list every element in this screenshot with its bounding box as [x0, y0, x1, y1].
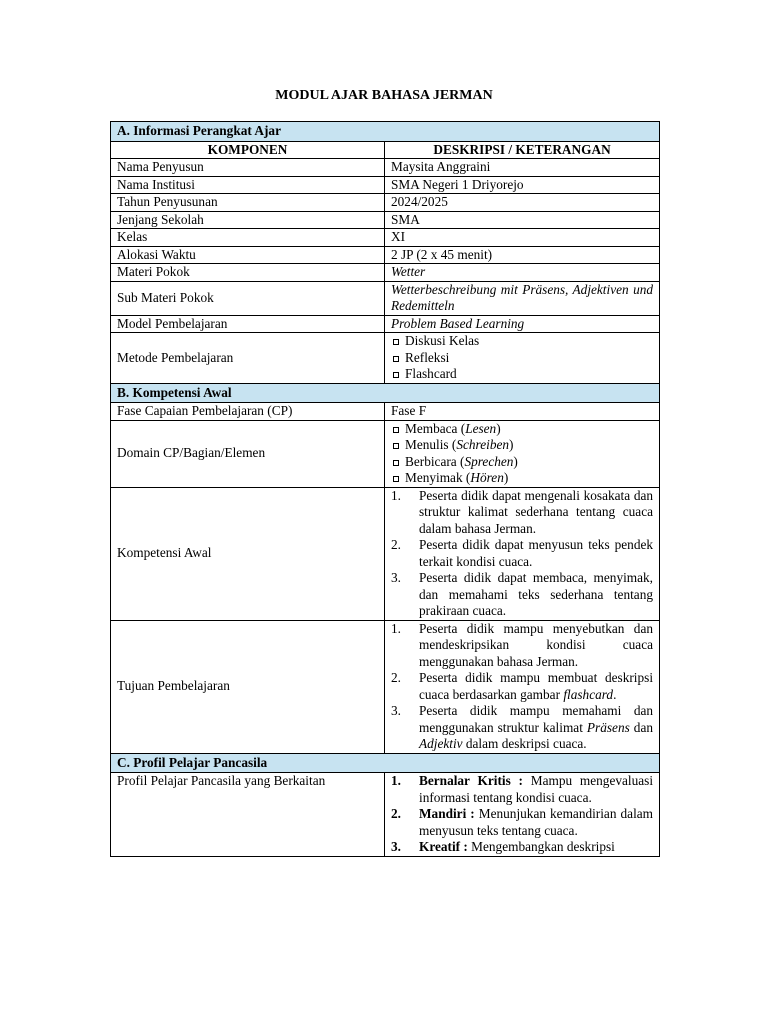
profil-list	[391, 773, 653, 856]
table-row	[111, 333, 660, 384]
section-b-heading: B. Kompetensi Awal	[111, 383, 660, 403]
domain-list-cell	[385, 420, 660, 487]
table-row	[111, 773, 660, 857]
list-item: 1. Bernalar Kritis : Mampu mengevaluasi informasi tentang kondisi cuaca.	[391, 773, 654, 805]
table-row	[111, 176, 660, 194]
metode-list	[391, 333, 653, 383]
table-row	[111, 420, 660, 487]
list-item: 1. Peserta didik dapat mengenali kosakata dan struktur kalimat sederhana tentang cuaca dalam bahasa Jerman.	[391, 487, 654, 536]
section-a-heading-row	[111, 122, 660, 142]
row-value: SMA	[385, 211, 660, 229]
kompetensi-list-cell	[385, 487, 660, 620]
table-row	[111, 246, 660, 264]
table-row	[111, 159, 660, 177]
row-label: Tujuan Pembelajaran	[111, 620, 385, 753]
list-item: 3. Peserta didik mampu memahami dan menggunakan struktur kalimat Präsens dan Adjektiv dalam deskripsi cuaca.	[391, 703, 654, 751]
profil-list-cell	[385, 773, 660, 857]
row-label: Jenjang Sekolah	[111, 211, 385, 229]
row-value: Fase F	[385, 403, 660, 421]
row-value: 2024/2025	[385, 194, 660, 212]
row-value: 2 JP (2 x 45 menit)	[385, 246, 660, 264]
header-row	[111, 141, 660, 159]
metode-list-cell	[385, 333, 660, 384]
table-row	[111, 264, 660, 282]
row-label: Nama Penyusun	[111, 159, 385, 177]
table-row	[111, 211, 660, 229]
list-item: Diskusi Kelas	[391, 333, 653, 350]
row-label: Sub Materi Pokok	[111, 281, 385, 315]
list-item: Membaca (Lesen)	[391, 421, 653, 438]
section-b-heading-row	[111, 383, 660, 403]
col-deskripsi-header: DESKRIPSI / KETERANGAN	[385, 141, 660, 159]
row-label: Kompetensi Awal	[111, 487, 385, 620]
row-value: Problem Based Learning	[385, 315, 660, 333]
modul-table	[110, 121, 660, 857]
row-label: Kelas	[111, 229, 385, 247]
list-item: Menyimak (Hören)	[391, 470, 653, 487]
table-row	[111, 281, 660, 315]
row-label: Model Pembelajaran	[111, 315, 385, 333]
list-item: 2. Mandiri : Menunjukan kemandirian dalam menyusun teks tentang cuaca.	[391, 806, 654, 838]
row-label: Nama Institusi	[111, 176, 385, 194]
document-title: MODUL AJAR BAHASA JERMAN	[275, 88, 493, 103]
row-value: Wetter	[385, 264, 660, 282]
row-value: SMA Negeri 1 Driyorejo	[385, 176, 660, 194]
list-item: Flashcard	[391, 366, 653, 383]
list-item: Berbicara (Sprechen)	[391, 454, 653, 471]
tujuan-list-cell	[385, 620, 660, 753]
list-item: Refleksi	[391, 350, 653, 367]
col-komponen-header: KOMPONEN	[111, 141, 385, 159]
kompetensi-list	[391, 488, 653, 620]
table-row	[111, 403, 660, 421]
row-label: Materi Pokok	[111, 264, 385, 282]
list-item: 2. Peserta didik dapat menyusun teks pendek terkait kondisi cuaca.	[391, 537, 654, 569]
domain-list	[391, 421, 653, 487]
row-label: Profil Pelajar Pancasila yang Berkaitan	[111, 773, 385, 857]
section-a-heading: A. Informasi Perangkat Ajar	[111, 122, 660, 142]
table-row	[111, 620, 660, 753]
row-value: Wetterbeschreibung mit Präsens, Adjektiven und Redemitteln	[385, 281, 660, 315]
section-c-heading-row	[111, 753, 660, 773]
table-row	[111, 315, 660, 333]
tujuan-list	[391, 621, 653, 753]
row-value: Maysita Anggraini	[385, 159, 660, 177]
list-item: 3. Peserta didik dapat membaca, menyimak, dan memahami teks sederhana tentang prakiraan cuaca.	[391, 570, 654, 618]
table-row	[111, 194, 660, 212]
list-item: 3. Kreatif : Mengembangkan deskripsi	[391, 839, 615, 854]
section-c-heading: C. Profil Pelajar Pancasila	[111, 753, 660, 773]
table-row	[111, 487, 660, 620]
row-label: Tahun Penyusunan	[111, 194, 385, 212]
list-item: Menulis (Schreiben)	[391, 437, 653, 454]
row-label: Alokasi Waktu	[111, 246, 385, 264]
row-label: Domain CP/Bagian/Elemen	[111, 420, 385, 487]
row-value: XI	[385, 229, 660, 247]
list-item: 1. Peserta didik mampu menyebutkan dan mendeskripsikan kondisi cuaca menggunakan bahasa Jerman.	[391, 620, 654, 669]
list-item: 2. Peserta didik mampu membuat deskripsi cuaca berdasarkan gambar flashcard.	[391, 670, 654, 702]
row-label: Metode Pembelajaran	[111, 333, 385, 384]
table-row	[111, 229, 660, 247]
row-label: Fase Capaian Pembelajaran (CP)	[111, 403, 385, 421]
